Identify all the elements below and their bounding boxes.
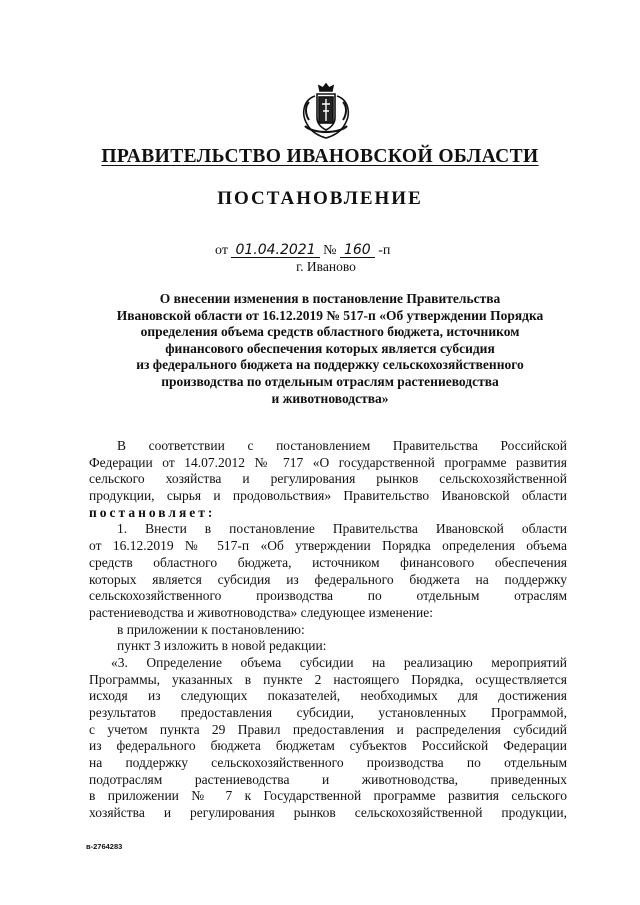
decree-word: постановляет: <box>89 504 216 520</box>
body-line: сельского хозяйства и регулирования рынков сельскохозяйственной <box>89 471 567 487</box>
body-line: от 16.12.2019 № 517-п «Об утверждении Порядка определения объема <box>89 538 567 554</box>
body-line: Программы, указанных в пункте 2 настоящего Порядка, осуществляется <box>89 671 567 687</box>
government-title: ПРАВИТЕЛЬСТВО ИВАНОВСКОЙ ОБЛАСТИ <box>101 146 539 167</box>
body-line: подотраслям растениеводства и животноводства, приведенных <box>89 771 567 787</box>
body-line: исходя из следующих показателей, необходимых для достижения <box>89 688 567 704</box>
document-body <box>89 438 567 822</box>
city: г. Иваново <box>296 259 356 274</box>
body-line: сельскохозяйственного производства по отдельным отраслям <box>89 588 567 604</box>
body-line: растениеводства и животноводства» следующее изменение: <box>89 604 433 620</box>
subject-line: определения объема средств областного бюджета, источником <box>140 324 520 340</box>
body-line: В соответствии с постановлением Правительства Российской <box>117 438 567 453</box>
date-number-line <box>215 243 390 259</box>
subject-line: и животноводства» <box>271 390 389 406</box>
subject-line: Ивановской области от 16.12.2019 № 517-п «Об утверждении Порядка <box>116 307 544 323</box>
coat-of-arms-icon <box>295 80 357 142</box>
body-line: из федерального бюджета бюджетам субъектов Российской Федерации <box>89 738 567 754</box>
body-line: Федерации от 14.07.2012 № 717 «О государственной программе развития <box>89 454 567 470</box>
document-type: ПОСТАНОВЛЕНИЕ <box>217 188 423 209</box>
body-line: с учетом пункта 29 Правил предоставления и распределения субсидий <box>89 721 567 737</box>
body-line: в приложении к постановлению: <box>117 621 305 637</box>
body-line: средств областного бюджета, источником финансового обеспечения <box>89 554 567 570</box>
body-line: в приложении № 7 к Государственной программе развития сельского <box>89 788 567 804</box>
date-value: 01.04.2021 <box>231 243 319 258</box>
body-line: которых является субсидия из федерального бюджета на поддержку <box>89 571 567 587</box>
body-line: пункт 3 изложить в новой редакции: <box>117 638 327 654</box>
document-code: в-2764283 <box>86 842 123 851</box>
subject-line: производства по отдельным отраслям растениеводства <box>161 373 499 389</box>
body-line: «3. Определение объема субсидии на реализацию мероприятий <box>111 654 567 670</box>
number-sign: № <box>323 243 337 258</box>
number-value: 160 <box>340 243 375 258</box>
subject-line: О внесении изменения в постановление Правительства <box>159 291 501 306</box>
body-line: результатов предоставления субсидии, установленных Программой, <box>89 705 567 720</box>
subject-line: финансового обеспечения которых является субсидия <box>165 340 495 356</box>
document-subject <box>100 291 560 407</box>
body-line: хозяйства и регулирования рынков сельскохозяйственной продукции, <box>89 805 567 821</box>
body-line: продукции, сырья и продовольствия» Правительство Ивановской области <box>89 488 567 504</box>
subject-line: из федерального бюджета на поддержку сельскохозяйственного <box>136 357 524 373</box>
number-suffix: -п <box>378 243 391 258</box>
body-line: на поддержку сельскохозяйственного производства по отдельным <box>89 755 567 771</box>
body-line: 1. Внести в постановление Правительства Ивановской области <box>117 521 567 537</box>
date-prefix: от <box>215 243 228 258</box>
